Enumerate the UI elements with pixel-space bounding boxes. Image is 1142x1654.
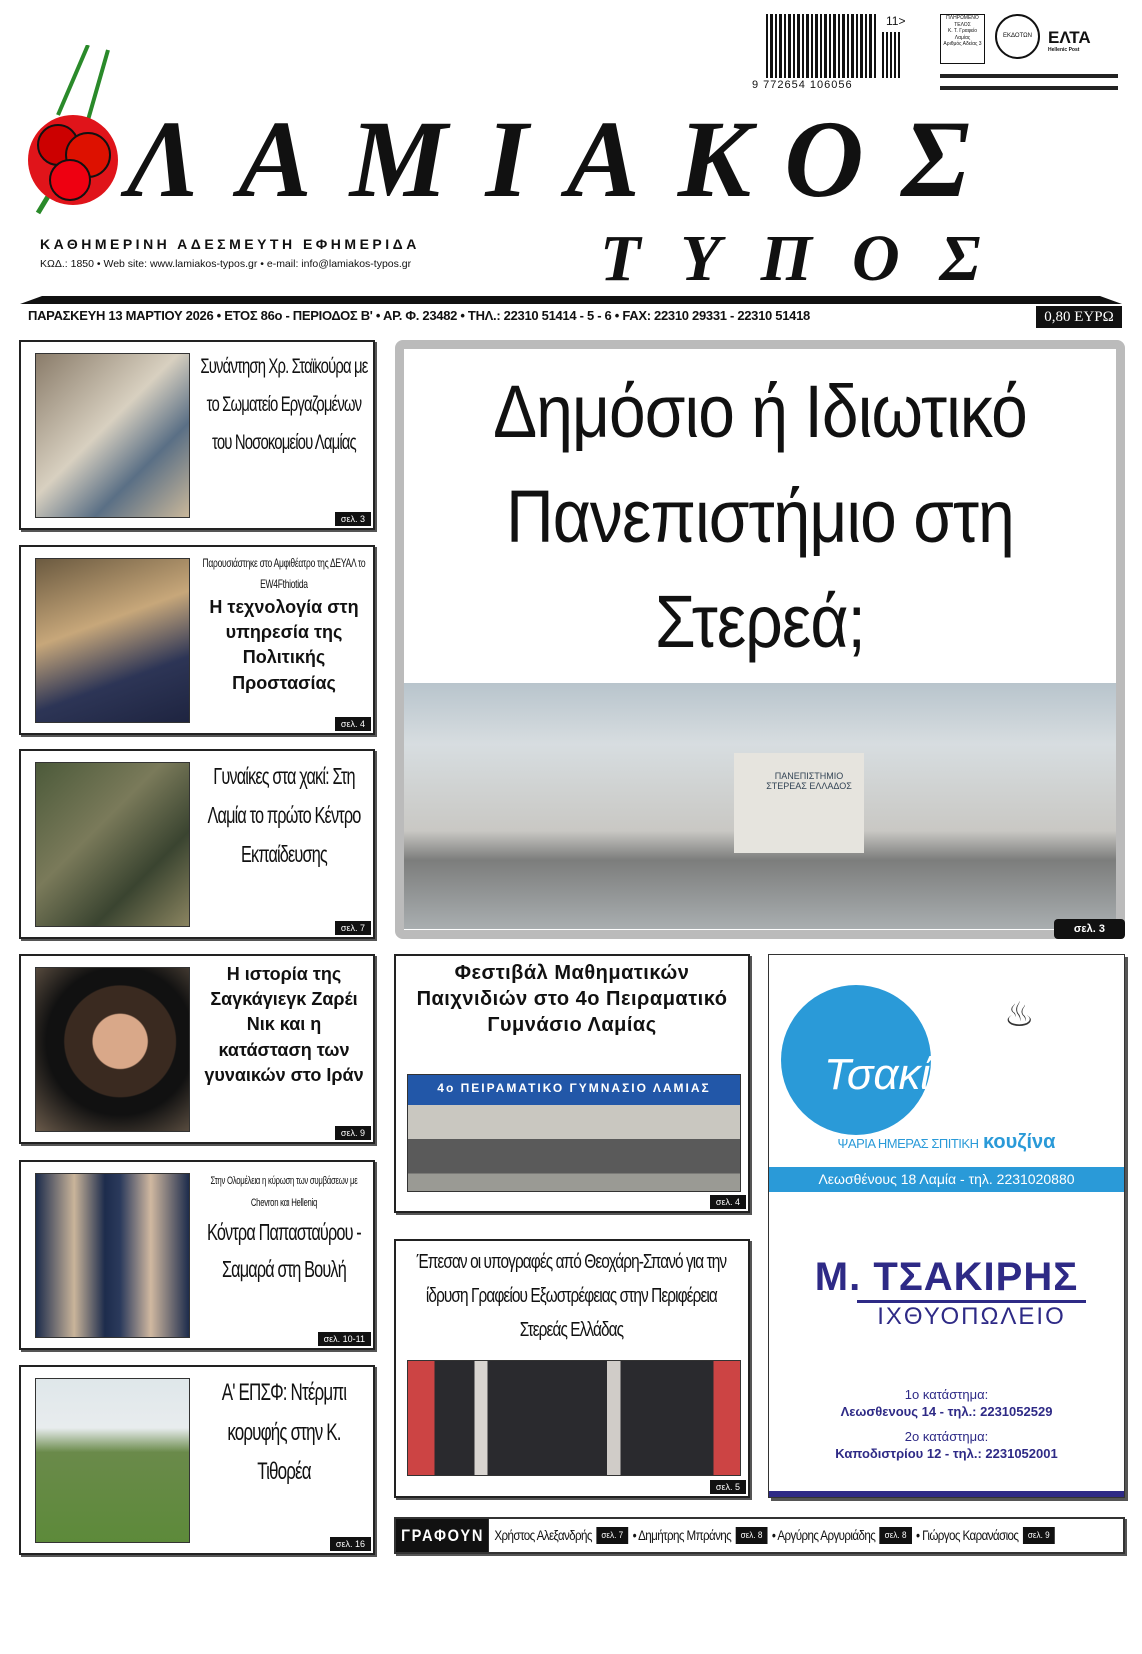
fishmonger-name: Μ. ΤΣΑΚΙΡΗΣ [814,1255,1079,1299]
lead-story[interactable] [395,340,1125,939]
story-title: Έπεσαν οι υπογραφές από Θεοχάρη-Σπανό για την ίδρυση Γραφείου Εξωστρέφειας στην Περιφέρεια Στερεάς Ελλάδας [416,1251,727,1341]
university-photo [404,683,1116,929]
columnists-label: ΓΡΑΦΟΥΝ [396,1519,489,1552]
barcode [766,14,878,78]
page-ref: σελ. 9 [1023,1527,1055,1544]
signatures-story[interactable] [394,1239,750,1498]
sidebar-story[interactable] [19,545,375,735]
story-kicker: Στην Ολομέλεια η κύρωση των συμβάσεων με Chevron και Helleniq [210,1175,358,1209]
page-ref: σελ. 7 [596,1527,628,1544]
page-ref: σελ. 8 [735,1527,767,1544]
fishmonger-subtitle: ΙΧΘΥΟΠΩΛΕΙΟ [857,1300,1086,1331]
addon-barcode [882,32,902,78]
address-banner: Λεωσθένους 18 Λαμία - τηλ. 2231020880 [769,1167,1124,1192]
page-ref: σελ. 4 [335,717,371,731]
page-ref: σελ. 7 [335,921,371,935]
contact-codes: ΚΩΔ.: 1850 • Web site: www.lamiakos-typos.gr • e-mail: info@lamiakos-typos.gr [40,258,412,270]
columnist-name[interactable]: • Αργύρης Αργυριάδης [771,1528,876,1543]
photo-sign: ΠΑΝΕΠΙΣΤΗΜΙΟ ΣΤΕΡΕΑΣ ΕΛΛΑΔΟΣ [734,753,864,853]
story-photo [35,762,190,927]
story-photo [35,967,190,1132]
columnist-name[interactable]: • Γιώργος Καρανάσιος [915,1528,1019,1543]
story-title: Κόντρα Παπασταύρου - Σαμαρά στη Βουλή [207,1219,361,1282]
sidebar-story[interactable] [19,749,375,939]
masthead-subtitle: ΤΥΠΟΣ [600,222,1021,295]
columnist-name[interactable]: Χρήστος Αλεξανδρής [494,1528,592,1543]
paid-postage-stamp: ΠΛΗΡΩΜΕΝΟ ΤΕΛΟΣ Κ. Τ. Γραφείο Λαμίας Αριθμός Αδείας 3 [940,14,985,64]
story-title: Συνάντηση Χρ. Σταϊκούρα με το Σωματείο Εργαζομένων του Νοσοκομείου Λαμίας [200,355,368,454]
story-photo [35,558,190,723]
festival-story[interactable] [394,954,750,1213]
rose-logo [18,45,126,215]
divider [769,1491,1124,1497]
page-ref: σελ. 4 [710,1195,746,1209]
page-ref: σελ. 5 [710,1480,746,1494]
issue-info-line: ΠΑΡΑΣΚΕΥΗ 13 ΜΑΡΤΙΟΥ 2026 • ΕΤΟΣ 86ο - ΠΕΡΙΟΔΟΣ Β' • ΑΡ. Φ. 23482 • ΤΗΛ.: 22310 51414 - 5 - 6 • FAX: 22310 29331 - 22310 51418 [28,308,810,323]
columnist-name[interactable]: • Δημήτρης Μπράνης [632,1528,732,1543]
elta-logo: ΕΛΤΑ Hellenic Post [1048,28,1091,53]
story-kicker: Παρουσιάστηκε στο Αμφιθέατρο της ΔΕΥΑΛ το EW4Fthiotida [202,556,366,591]
masthead-title: ΛΑΜΙΑΚΟΣ [127,98,1008,220]
sidebar-story[interactable] [19,954,375,1144]
page-ref: σελ. 10-11 [318,1332,371,1346]
divider [940,74,1118,78]
story-title: Η τεχνολογία στη υπηρεσία της Πολιτικής Προστασίας [209,597,359,693]
tagline: ΚΑΘΗΜΕΡΙΝΗ ΑΔΕΣΜΕΥΤΗ ΕΦΗΜΕΡΙΔΑ [40,236,420,252]
page-ref: σελ. 3 [1054,919,1125,939]
barcode-number: 9 772654 106056 [752,79,853,91]
sidebar-story[interactable] [19,1365,375,1555]
story-photo [35,353,190,518]
divider [940,86,1118,90]
officials-photo [407,1360,741,1476]
page-ref: σελ. 8 [879,1527,911,1544]
cooking-pot-icon: ♨ [1004,996,1035,1034]
photo-sign: 4ο ΠΕΙΡΑΜΑΤΙΚΟ ΓΥΜΝΑΣΙΟ ΛΑΜΙΑΣ [437,1081,711,1095]
slogan-accent: κουζίνα [982,1131,1056,1153]
tsakiris-advertisement[interactable] [768,954,1125,1498]
price-badge: 0,80 ΕΥΡΩ [1036,306,1122,328]
lead-headline: Δημόσιο ή Ιδιωτικό Πανεπιστήμιο στη Στερεά; [493,370,1027,663]
story-photo [35,1173,190,1338]
columnists-bar [394,1517,1125,1554]
page-ref: σελ. 9 [335,1126,371,1140]
story-photo [35,1378,190,1543]
story-title: Φεστιβάλ Μαθηματικών Παιχνιδιών στο 4ο Πειραματικό Γυμνάσιο Λαμίας [416,962,728,1036]
sidebar-story[interactable] [19,340,375,530]
masthead-rule [20,296,1122,304]
page-ref: σελ. 16 [330,1537,371,1551]
story-title: Γυναίκες στα χακί: Στη Λαμία το πρώτο Κέντρο Εκπαίδευσης [207,763,361,868]
issue-code: 11> [886,14,906,28]
slogan: ΨΑΡΙΑ ΗΜΕΡΑΣ ΣΠΙΤΙΚΗ [837,1136,979,1151]
brand-name: Τσακίρης [824,1050,1002,1099]
school-photo [407,1074,741,1192]
store-list: 1ο κατάστημα: Λεωσθενους 14 - τηλ.: 2231052529 2ο κατάστημα: Καποδιστρίου 12 - τηλ.: 2231052001 [835,1387,1058,1461]
sidebar-story[interactable] [19,1160,375,1350]
page-ref: σελ. 3 [335,512,371,526]
publishers-seal: ΕΚΔΟΤΩΝ [995,14,1040,59]
story-title: Η ιστορία της Σαγκάγιεγκ Ζαρέι Νικ και η κατάσταση των γυναικών στο Ιράν [204,964,364,1085]
story-title: Α' ΕΠΣΦ: Ντέρμπι κορυφής στην Κ. Τιθορέα [221,1379,347,1486]
